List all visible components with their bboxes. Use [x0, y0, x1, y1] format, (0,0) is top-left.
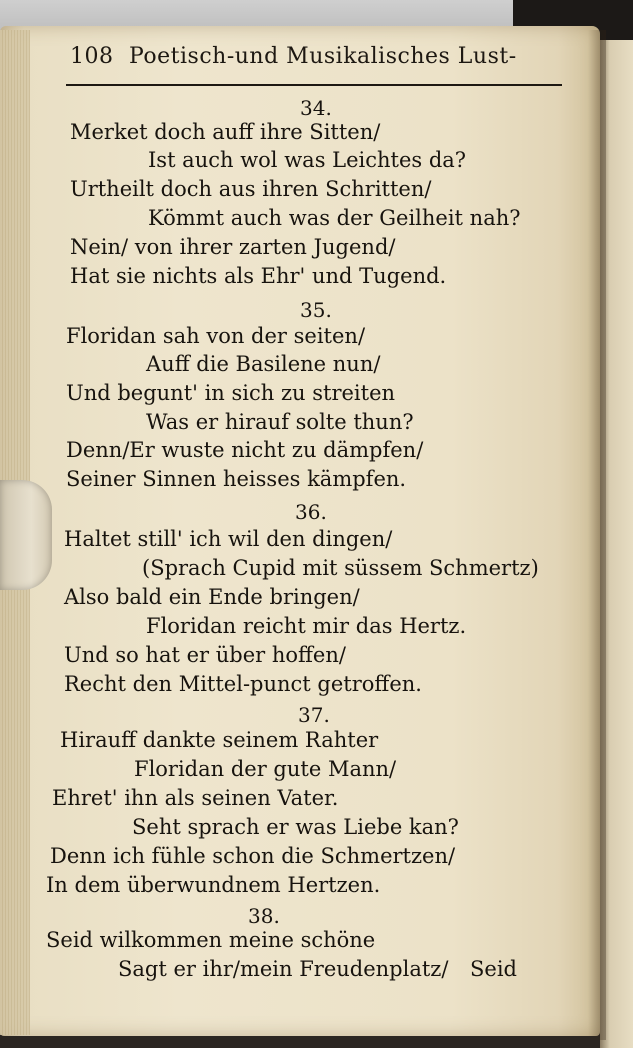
verse-line: Urtheilt doch aus ihren Schritten/ [70, 177, 432, 201]
verse-line: Haltet still' ich wil den dingen/ [64, 527, 393, 551]
verse-line: Sagt er ihr/mein Freudenplatz/ [118, 957, 449, 981]
running-title: Poetisch-und Musikalisches Lust- [129, 44, 517, 69]
verse-line: Also bald ein Ende bringen/ [64, 585, 360, 609]
stanza-number: 34. [300, 96, 332, 120]
verse-line: Ist auch wol was Leichtes da? [148, 148, 467, 172]
book-clasp [0, 480, 52, 590]
page-number: 108 [70, 44, 114, 69]
header-rule [66, 84, 562, 86]
verse-line: Floridan der gute Mann/ [134, 757, 397, 781]
running-header [70, 44, 560, 69]
verse-line: Und so hat er über hoffen/ [64, 643, 346, 667]
stanza-number: 36. [295, 500, 327, 524]
verse-line: Seht sprach er was Liebe kan? [132, 815, 459, 839]
verse-line: Hirauff dankte seinem Rahter [60, 728, 379, 752]
verse-line: Was er hirauf solte thun? [146, 410, 414, 434]
verse-line: Floridan sah von der seiten/ [66, 324, 366, 348]
stanza-number: 37. [298, 703, 330, 727]
verse-line: Seid wilkommen meine schöne [46, 928, 376, 952]
verse-line: Kömmt auch was der Geilheit nah? [148, 206, 521, 230]
stanza-number: 35. [300, 298, 332, 322]
verse-line: Ehret' ihn als seinen Vater. [52, 786, 339, 810]
verse-line: Seiner Sinnen heisses kämpfen. [66, 467, 407, 491]
verse-line: Auff die Basilene nun/ [146, 352, 381, 376]
verse-line: (Sprach Cupid mit süssem Schmertz) [142, 556, 539, 580]
verse-line: Denn ich fühle schon die Schmertzen/ [50, 844, 456, 868]
verse-line: In dem überwundnem Hertzen. [46, 873, 381, 897]
gutter-shadow [588, 30, 606, 1040]
verse-line: Nein/ von ihrer zarten Jugend/ [70, 235, 396, 259]
verse-line: Denn/Er wuste nicht zu dämpfen/ [66, 438, 424, 462]
verse-line: Und begunt' in sich zu streiten [66, 381, 396, 405]
verse-line: Merket doch auff ihre Sitten/ [70, 120, 381, 144]
verse-line: Hat sie nichts als Ehr' und Tugend. [70, 264, 447, 288]
stanza-number: 38. [248, 904, 280, 928]
catchword: Seid [470, 957, 517, 981]
verse-line: Floridan reicht mir das Hertz. [146, 614, 467, 638]
verse-line: Recht den Mittel-punct getroffen. [64, 672, 422, 696]
